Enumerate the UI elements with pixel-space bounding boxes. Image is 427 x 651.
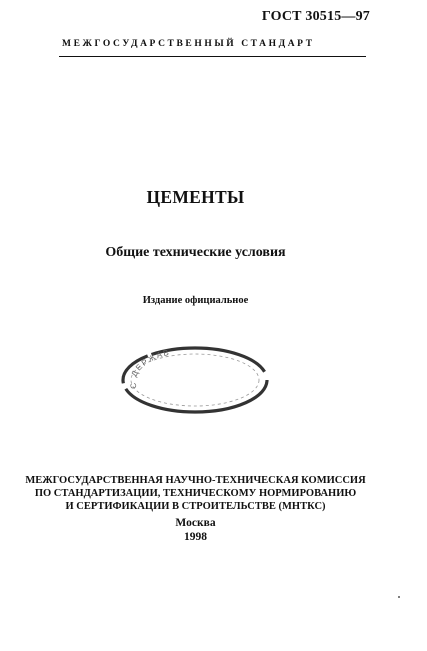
publisher-line: МЕЖГОСУДАРСТВЕННАЯ НАУЧНО-ТЕХНИЧЕСКАЯ КОМИССИЯ [25, 475, 366, 486]
standard-label: МЕЖГОСУДАРСТВЕННЫЙ СТАНДАРТ [62, 39, 315, 49]
document-title: ЦЕМЕНТЫ [146, 187, 245, 207]
header-divider [59, 56, 366, 57]
svg-text:С ДЕРЖАВ [128, 348, 171, 390]
publisher-block [0, 474, 391, 513]
imprint-city: Москва [175, 517, 216, 529]
imprint-year: 1998 [184, 531, 207, 543]
scan-speck [398, 596, 400, 598]
publisher-line: И СЕРТИФИКАЦИИ В СТРОИТЕЛЬСТВЕ (МНТКС) [65, 501, 326, 512]
document-subtitle: Общие технические условия [105, 245, 286, 260]
library-stamp [115, 340, 275, 420]
gost-number: ГОСТ 30515—97 [261, 9, 370, 24]
imprint [0, 516, 391, 544]
stamp-text: С ДЕРЖАВ [128, 347, 172, 390]
publisher-line: ПО СТАНДАРТИЗАЦИИ, ТЕХНИЧЕСКОМУ НОРМИРОВАНИЮ [34, 488, 357, 499]
edition-note: Издание официальное [142, 295, 249, 306]
